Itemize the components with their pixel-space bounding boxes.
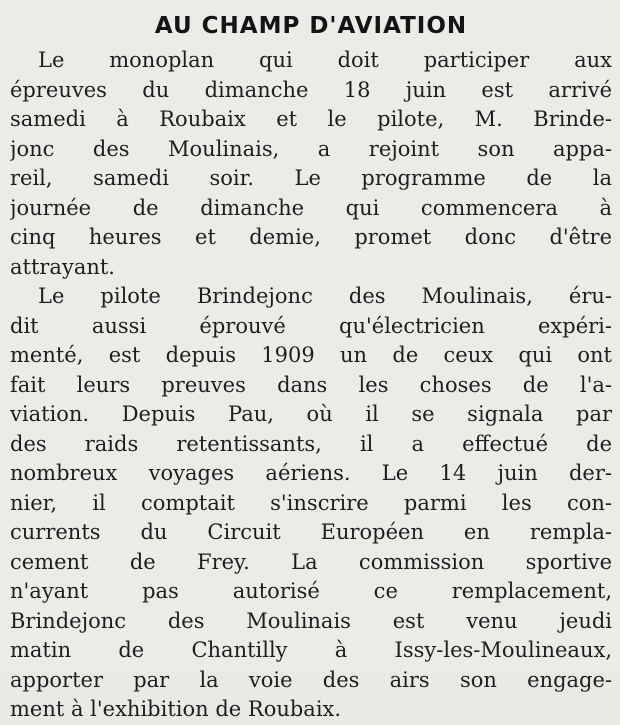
article-line: Brindejonc des Moulinais est venu jeudi: [10, 608, 612, 633]
paragraph-2: [10, 282, 612, 725]
article-line: nier, il comptait s'inscrire parmi les con-: [10, 490, 612, 515]
article-line: jonc des Moulinais, a rejoint son appa-: [10, 136, 612, 161]
article-line: currents du Circuit Européen en rempla-: [10, 520, 612, 544]
paragraph-1: [10, 46, 612, 282]
article-headline: AU CHAMP D'AVIATION: [154, 13, 468, 39]
article-body: [10, 46, 612, 725]
article-line: samedi à Roubaix et le pilote, M. Brinde-: [10, 107, 612, 131]
article-line: dit aussi éprouvé qu'électricien expéri-: [10, 313, 612, 338]
article-line: viation. Depuis Pau, où il se signala par: [10, 402, 612, 426]
article-line: journée de dimanche qui commencera à: [10, 195, 612, 220]
article-line: Le pilote Brindejonc des Moulinais, éru-: [38, 284, 612, 308]
article-line: reil, samedi soir. Le programme de la: [10, 166, 612, 190]
article-line: des raids retentissants, il a effectué de: [10, 431, 612, 456]
article-line: Le monoplan qui doit participer aux: [38, 48, 612, 72]
article-line: apporter par la voie des airs son engage-: [10, 667, 612, 692]
article-line: épreuves du dimanche 18 juin est arrivé: [10, 77, 612, 102]
article-line: cement de Frey. La commission sportive: [10, 549, 612, 574]
article-line: matin de Chantilly à Issy-les-Moulineaux,: [10, 638, 612, 662]
article-line: n'ayant pas autorisé ce remplacement,: [10, 579, 612, 603]
article-line: ment à l'exhibition de Roubaix.: [10, 697, 342, 721]
article-line: fait leurs preuves dans les choses de l'a-: [10, 372, 612, 397]
article-line: menté, est depuis 1909 un de ceux qui ont: [10, 343, 612, 367]
article-line: attrayant.: [10, 254, 115, 279]
article-line: cinq heures et demie, promet donc d'être: [10, 225, 612, 249]
article-line: nombreux voyages aériens. Le 14 juin der-: [10, 461, 612, 485]
